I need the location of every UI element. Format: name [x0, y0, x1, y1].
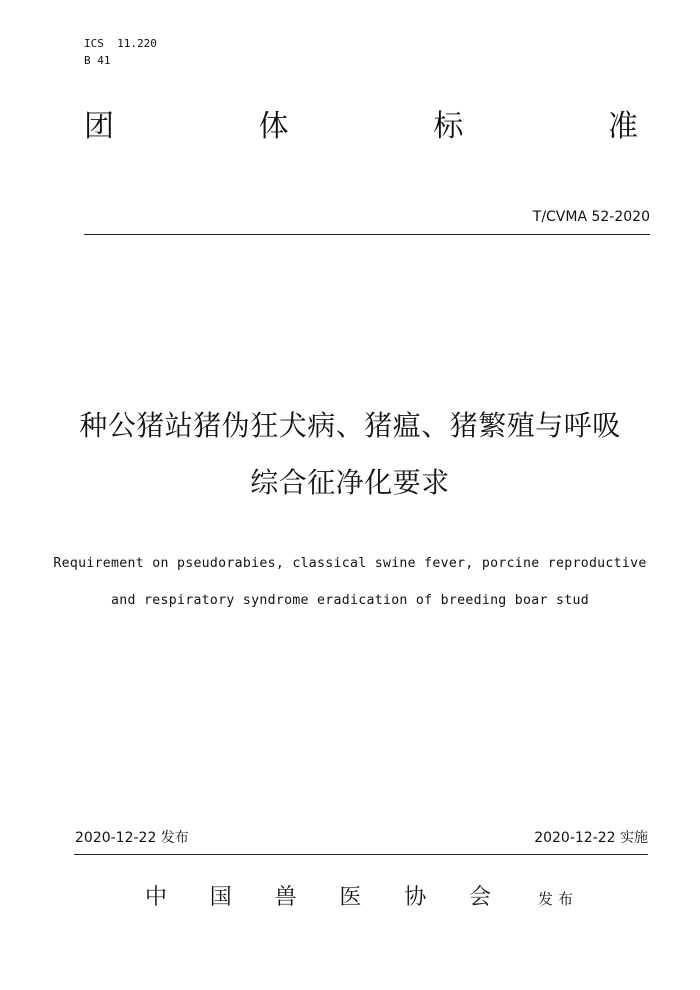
release-date: 2020-12-22 发布 [75, 830, 189, 846]
english-title-line-2: and respiratory syndrome eradication of breeding boar stud [111, 593, 589, 608]
issuer-char: 协 [404, 885, 427, 910]
standard-type-char: 团 [84, 109, 114, 144]
chinese-title-line-2: 综合征净化要求 [250, 466, 450, 499]
standard-type-heading [84, 108, 638, 146]
chinese-title-line-1: 种公猪站猪伪狂犬病、猪瘟、猪繁殖与呼吸 [79, 409, 621, 442]
issuer-char: 中 [145, 885, 168, 910]
top-divider [84, 234, 650, 235]
issuing-organization [145, 883, 491, 913]
ics-code: ICS 11.220 [84, 37, 157, 50]
standard-type-char: 体 [258, 109, 289, 144]
issuer-char: 医 [339, 885, 362, 910]
issue-label: 发布 [538, 890, 579, 908]
issuer-char: 兽 [274, 885, 297, 910]
standard-type-char: 准 [607, 109, 638, 144]
standard-number: T/CVMA 52-2020 [532, 209, 650, 225]
bottom-divider [74, 854, 648, 855]
english-title-line-1: Requirement on pseudorabies, classical swine fever, porcine reproductive [53, 556, 647, 571]
ccs-code: B 41 [84, 54, 111, 67]
implementation-date: 2020-12-22 实施 [534, 830, 648, 846]
issuer-char: 国 [209, 885, 232, 910]
standard-type-char: 标 [433, 109, 464, 144]
issuer-char: 会 [468, 885, 491, 910]
